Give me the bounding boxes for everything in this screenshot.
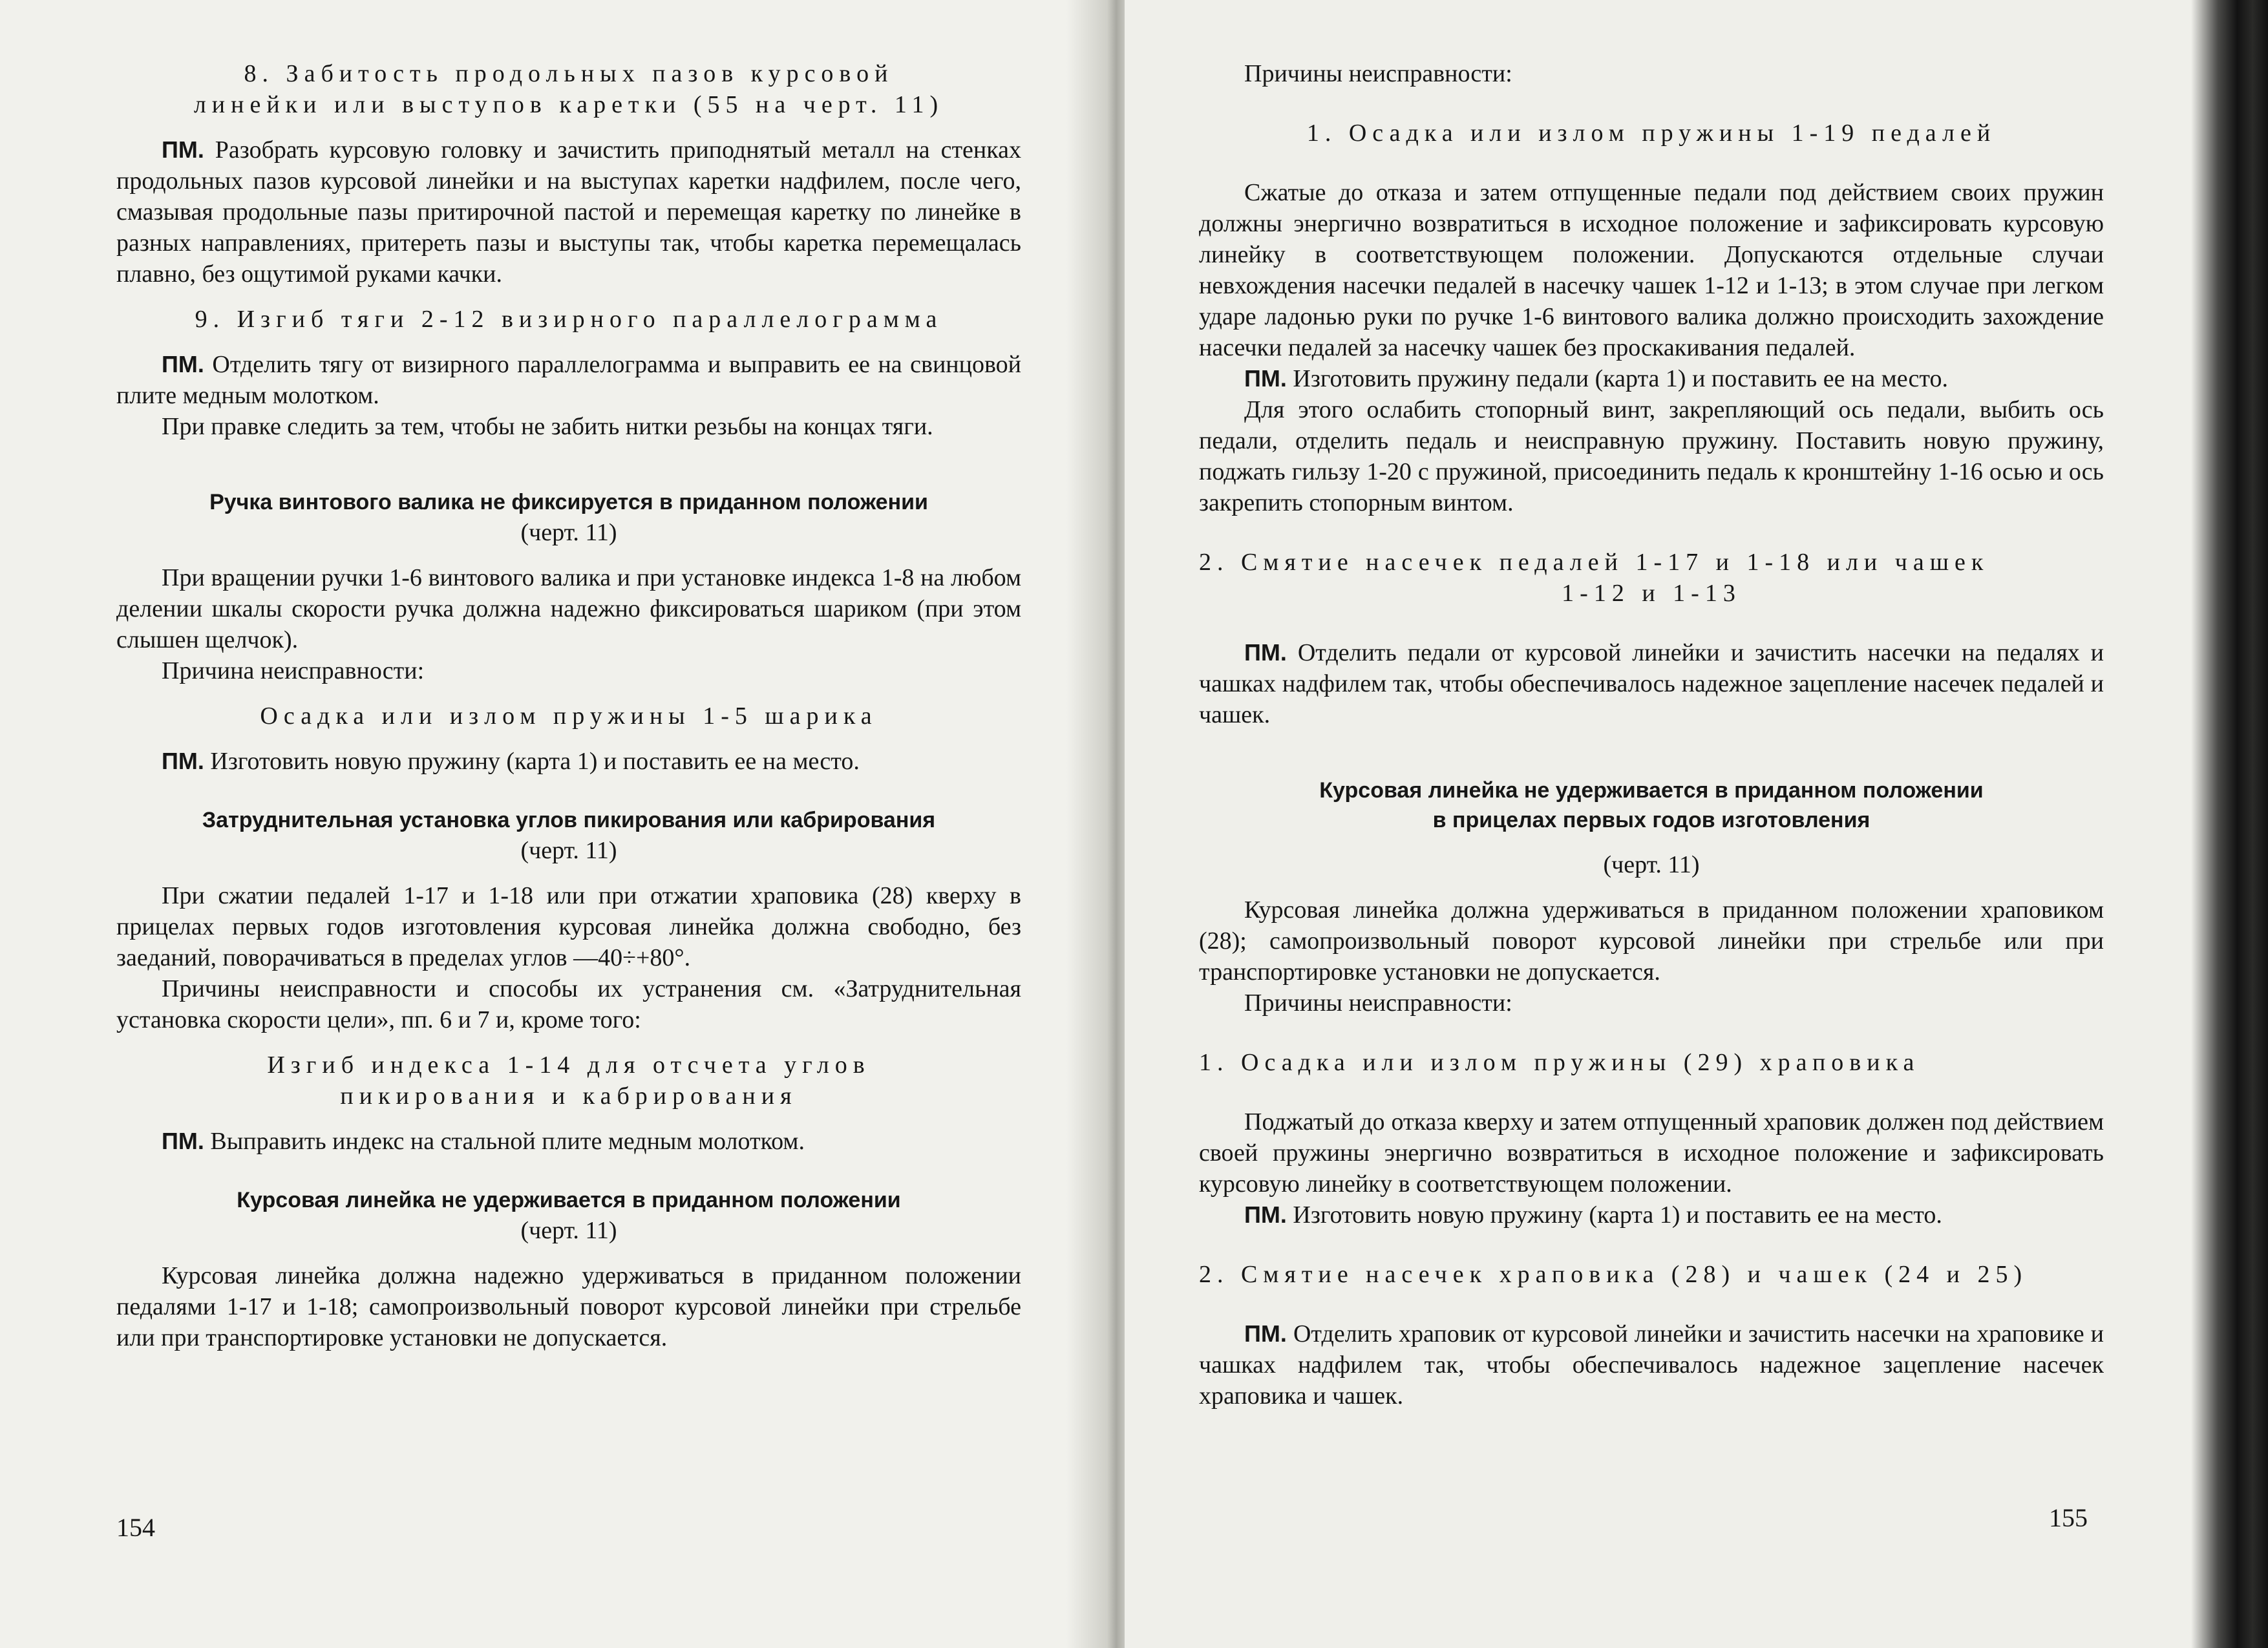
- pm-text: Отделить педали от курсовой линейки и зачистить насечки на педалях и чашках надфилем так, чтобы обеспечивалось надежное зацепление насечек педалей и чашек.: [1199, 639, 2104, 728]
- page-number: 155: [2049, 1503, 2088, 1532]
- pm-text: Изготовить пружину педали (карта 1) и поставить ее на место.: [1286, 365, 1948, 392]
- item8-pm-paragraph: [116, 134, 1021, 290]
- right-page: [1125, 0, 2268, 1648]
- section2-cause-line1: Изгиб индекса 1-14 для отсчета углов: [267, 1051, 871, 1079]
- pm-text: Отделить тягу от визирного параллелограмма и выправить ее на свинцовой плите медным молотком.: [116, 351, 1021, 409]
- ratchet-cause1-pm-paragraph: [1199, 1199, 2104, 1231]
- pm-label: ПМ.: [162, 1128, 204, 1154]
- cause1-paragraph2: Для этого ослабить стопорный винт, закрепляющий ось педали, выбить ось педали, отделить педаль и неисправную пружину. Поставить новую пружину, поджать гильзу 1-20 с пружиной, присоединить педаль к кронштейну 1-16 осью и ось закрепить стопорным винтом.: [1199, 396, 2104, 516]
- left-page-text: [116, 58, 1021, 1353]
- section1-cause: Осадка или излом пружины 1-5 шарика: [260, 703, 878, 730]
- pm-label: ПМ.: [1244, 1320, 1287, 1347]
- pm-label: ПМ.: [1244, 1201, 1287, 1228]
- pm-text: Отделить храповик от курсовой линейки и зачистить насечки на храповике и чашках надфилем так, чтобы обеспечивалось надежное зацепление насечек храповика и чашек.: [1199, 1320, 2104, 1410]
- section-heading-early-sights-line2: в прицелах первых годов изготовления: [1432, 808, 1871, 832]
- section2-paragraph2: Причины неисправности и способы их устранения см. «Затруднительная установка скорости цели», пп. 6 и 7 и, кроме того:: [116, 975, 1021, 1033]
- cause2-pm-paragraph: [1199, 637, 2104, 730]
- cause1-pm-paragraph: [1199, 363, 2104, 394]
- section-drawing-ref: (черт. 11): [1603, 851, 1700, 878]
- page-number: 154: [116, 1513, 155, 1542]
- section3-paragraph: Курсовая линейка должна надежно удерживаться в приданном положении педалями 1-17 и 1-18; самопроизвольный поворот курсовой линейки при стрельбе или при транспортировке установки не допускается.: [116, 1262, 1021, 1351]
- pm-text: Изготовить новую пружину (карта 1) и поставить ее на место.: [1286, 1201, 1942, 1229]
- cause2-title-line2: 1-12 и 1-13: [1562, 580, 1741, 607]
- ratchet-cause2-pm-paragraph: [1199, 1318, 2104, 1411]
- cause1-title: 1. Осадка или излом пружины 1-19 педалей: [1306, 120, 1997, 147]
- ratchet-cause2-title: 2. Смятие насечек храповика (28) и чашек (24 и 25): [1199, 1261, 2028, 1288]
- item9-pm-paragraph: [116, 349, 1021, 411]
- ratchet-cause1-title: 1. Осадка или излом пружины (29) храповика: [1199, 1049, 1920, 1076]
- section-heading-ruler: Курсовая линейка не удерживается в приданном положении: [237, 1188, 901, 1212]
- pm-label: ПМ.: [162, 136, 204, 163]
- section2-cause-line2: пикирования и кабрирования: [340, 1083, 798, 1110]
- section1-paragraph: При вращении ручки 1-6 винтового валика и при установке индекса 1-8 на любом делении шкалы скорости ручка должна надежно фиксироваться шариком (при этом слышен щелчок).: [116, 564, 1021, 653]
- book-edge-shadow: [2191, 0, 2268, 1648]
- pm-text: Изготовить новую пружину (карта 1) и поставить ее на место.: [204, 748, 860, 775]
- section-drawing-ref: (черт. 11): [520, 519, 617, 546]
- item8-title-line2: линейки или выступов каретки (55 на черт. 11): [193, 91, 944, 118]
- section-heading-angles: Затруднительная установка углов пикирования или кабрирования: [202, 808, 936, 832]
- ratchet-cause1-paragraph: Поджатый до отказа кверху и затем отпущенный храповик должен под действием своей пружины энергично возвратиться в исходное положение и зафиксировать курсовую линейку в соответствующем положении.: [1199, 1108, 2104, 1198]
- pm-label: ПМ.: [162, 748, 204, 774]
- section1-cause-label: Причина неисправности:: [162, 657, 425, 684]
- section1-pm-paragraph: [116, 746, 1021, 777]
- pm-label: ПМ.: [1244, 639, 1287, 666]
- section-drawing-ref: (черт. 11): [520, 1217, 617, 1244]
- section-heading-handle: Ручка винтового валика не фиксируется в приданном положении: [209, 490, 928, 514]
- section-heading-early-sights-line1: Курсовая линейка не удерживается в приданном положении: [1319, 778, 1984, 803]
- pm-text: Выправить индекс на стальной плите медным молотком.: [204, 1128, 805, 1155]
- section4-paragraph: Курсовая линейка должна удерживаться в приданном положении храповиком (28); самопроизвольный поворот курсовой линейки при стрельбе или при транспортировке установки не допускается.: [1199, 896, 2104, 986]
- pm-label: ПМ.: [162, 351, 204, 377]
- cause2-title-line1: 2. Смятие насечек педалей 1-17 и 1-18 или чашек: [1199, 549, 1989, 576]
- item9-note: При правке следить за тем, чтобы не забить нитки резьбы на концах тяги.: [162, 413, 933, 440]
- section2-pm-paragraph: [116, 1126, 1021, 1157]
- item8-title-line1: 8. Забитость продольных пазов курсовой: [244, 60, 894, 87]
- causes-label: Причины неисправности:: [1244, 60, 1512, 87]
- right-page-text: [1199, 58, 2104, 1411]
- left-page: [0, 0, 1099, 1648]
- section2-paragraph1: При сжатии педалей 1-17 и 1-18 или при отжатии храповика (28) кверху в прицелах первых годов изготовления курсовая линейка должна свободно, без заеданий, поворачиваться в пределах углов —40÷+80°.: [116, 882, 1021, 971]
- pm-text: Разобрать курсовую головку и зачистить приподнятый металл на стенках продольных пазов курсовой линейки и на выступах каретки надфилем, после чего, смазывая продольные пазы притирочной пастой и перемещая каретку по линейке в разных направлениях, притереть пазы и выступы так, чтобы каретка перемещалась плавно, без ощутимой руками качки.: [116, 136, 1021, 288]
- section4-causes-label: Причины неисправности:: [1244, 989, 1512, 1017]
- section-drawing-ref: (черт. 11): [520, 837, 617, 864]
- cause1-paragraph: Сжатые до отказа и затем отпущенные педали под действием своих пружин должны энергично возвратиться в исходное положение и зафиксировать курсовую линейку в соответствующем положении. Допускаются отдельные случаи невхождения насечки педалей в насечку чашек 1-12 и 1-13; в этом случае при легком ударе ладонью руки по ручке 1-6 винтового валика должно происходить захождение насечки педалей за насечку чашек без проскакивания педалей.: [1199, 179, 2104, 361]
- pm-label: ПМ.: [1244, 365, 1287, 392]
- item9-title: 9. Изгиб тяги 2-12 визирного параллелограмма: [195, 306, 943, 333]
